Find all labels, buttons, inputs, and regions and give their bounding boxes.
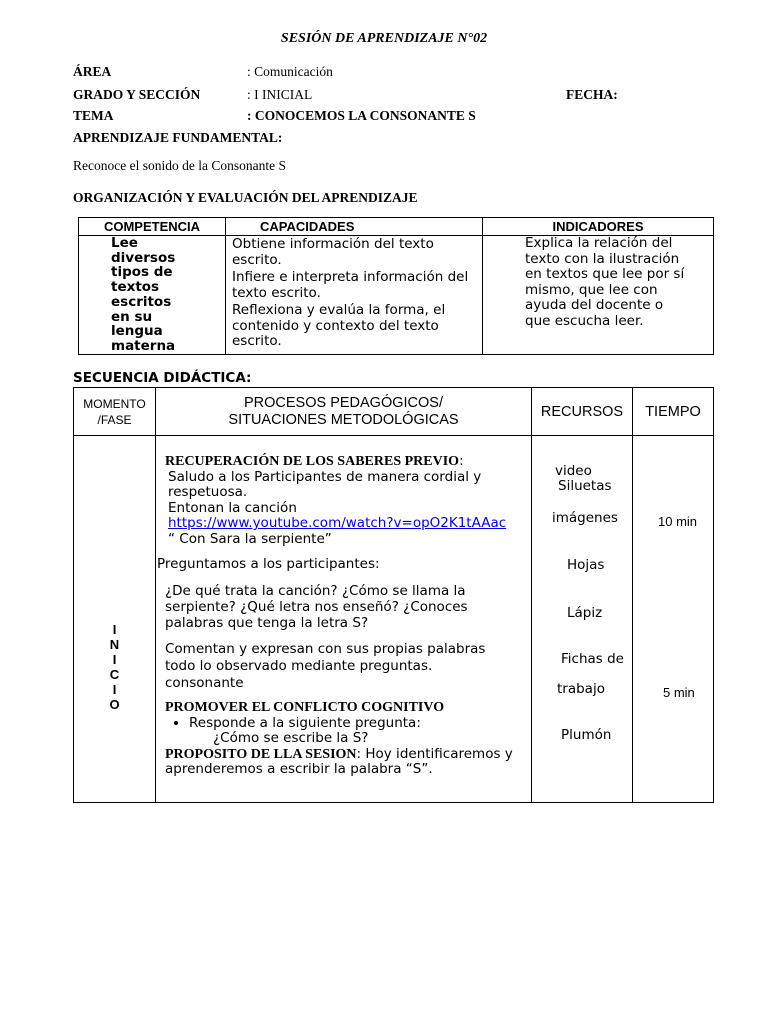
preguntamos-text: Preguntamos a los participantes: [157,556,380,572]
bullet-item: • Responde a la siguiente pregunta: [189,716,525,732]
promover-title: PROMOVER EL CONFLICTO COGNITIVO [165,700,445,715]
recurso-item: Plumón [561,727,612,743]
fase-letter: I [112,682,117,697]
recurso-item: Hojas [567,557,605,573]
indicadores-header: INDICADORES [483,218,714,236]
fecha-label: FECHA: [566,87,618,102]
tema-value: : CONOCEMOS LA CONSONANTE S [247,108,476,123]
promover-block [165,700,525,778]
tiempo-header: TIEMPO [633,388,714,436]
capacidad-2: Infiere e interpreta información del texto escrito. [232,269,469,301]
fase-letter: I [112,622,117,637]
procesos-header-text: PROCESOS PEDAGÓGICOS/ SITUACIONES METODOLÓGICAS [228,394,459,428]
area-value: : Comunicación [247,64,333,79]
youtube-link[interactable]: https://www.youtube.com/watch?v=opO2K1tAAac [168,515,507,531]
preguntas-text: ¿De qué trata la canción? ¿Cómo se llama la serpiente? ¿Qué letra nos enseñó? ¿Conoces palabras que tenga la letra S? [165,583,468,631]
tiempo-item: 10 min [658,514,698,529]
grado-value: : I INICIAL [247,87,313,102]
fase-letter: C [109,667,120,682]
fase-inicio [74,436,155,802]
recuperacion-block [165,454,525,547]
fase-letter: O [109,697,120,712]
secuencia-label: SECUENCIA DIDÁCTICA: [73,370,252,386]
competency-table [78,217,714,355]
tiempo-item: 5 min [663,685,695,700]
fase-letter: N [109,637,120,652]
fase-letter: I [112,652,117,667]
saludo-text: Saludo a los Participantes de manera cordial y respetuosa. [168,468,482,500]
recurso-item: imágenes [552,510,618,526]
recuperacion-colon: : [459,453,464,469]
grado-label: GRADO Y SECCIÓN [73,87,201,102]
recurso-item: trabajo [557,681,605,697]
competencia-header: COMPETENCIA [79,218,226,236]
capacidades-cell [226,236,483,355]
tiempo-cell [633,436,714,803]
bullet-continuation: ¿Cómo se escribe la S? [213,730,369,746]
tema-label: TEMA [73,108,114,123]
indicadores-cell [483,236,714,355]
promover-list [165,716,525,732]
recurso-item: Siluetas [558,478,612,494]
aprendizaje-value: Reconoce el sonido de la Consonante S [73,158,286,173]
indicadores-text: Explica la relación del texto con la ilustración en textos que lee por sí mismo, que lee con ayuda del docente o que escucha leer. [525,235,685,329]
entonan-text: Entonan la canción [168,499,297,516]
area-label: ÁREA [73,64,112,79]
secuencia-table [73,387,714,803]
recurso-item: Fichas de [561,651,624,667]
cancion-text: “ Con Sara la serpiente” [168,530,332,547]
procesos-header [156,388,532,436]
competencia-cell [79,236,226,355]
procesos-cell [156,436,532,803]
recursos-cell [532,436,633,803]
comentan-text: Comentan y expresan con sus propias palabras todo lo observado mediante preguntas. [165,641,486,674]
capacidades-header: CAPACIDADES [226,218,483,236]
capacidad-1: Obtiene información del texto escrito. [232,236,434,268]
consonante-text: consonante [165,675,244,691]
proposito-text: : Hoy identificaremos y aprenderemos a escribir la palabra “S”. [165,745,513,777]
fase-cell [74,436,156,803]
recurso-item: Lápiz [567,605,603,621]
momento-header [74,388,156,436]
recurso-item: video [555,463,592,479]
aprendizaje-label: APRENDIZAJE FUNDAMENTAL: [73,130,283,145]
proposito-title: PROPOSITO DE LLA SESION [165,746,357,762]
momento-header-text: MOMENTO /FASE [83,396,146,427]
competencia-text: Lee diversos tipos de textos escritos en su lengua materna [111,235,176,354]
recuperacion-title: RECUPERACIÓN DE LOS SABERES PREVIO [165,454,460,469]
page-title: SESIÓN DE APRENDIZAJE N°02 [280,31,488,46]
capacidad-3: Reflexiona y evalúa la forma, el contenido y contexto del texto escrito. [232,302,446,349]
recursos-header: RECURSOS [532,388,633,436]
organizacion-label: ORGANIZACIÓN Y EVALUACIÓN DEL APRENDIZAJE [73,190,418,205]
